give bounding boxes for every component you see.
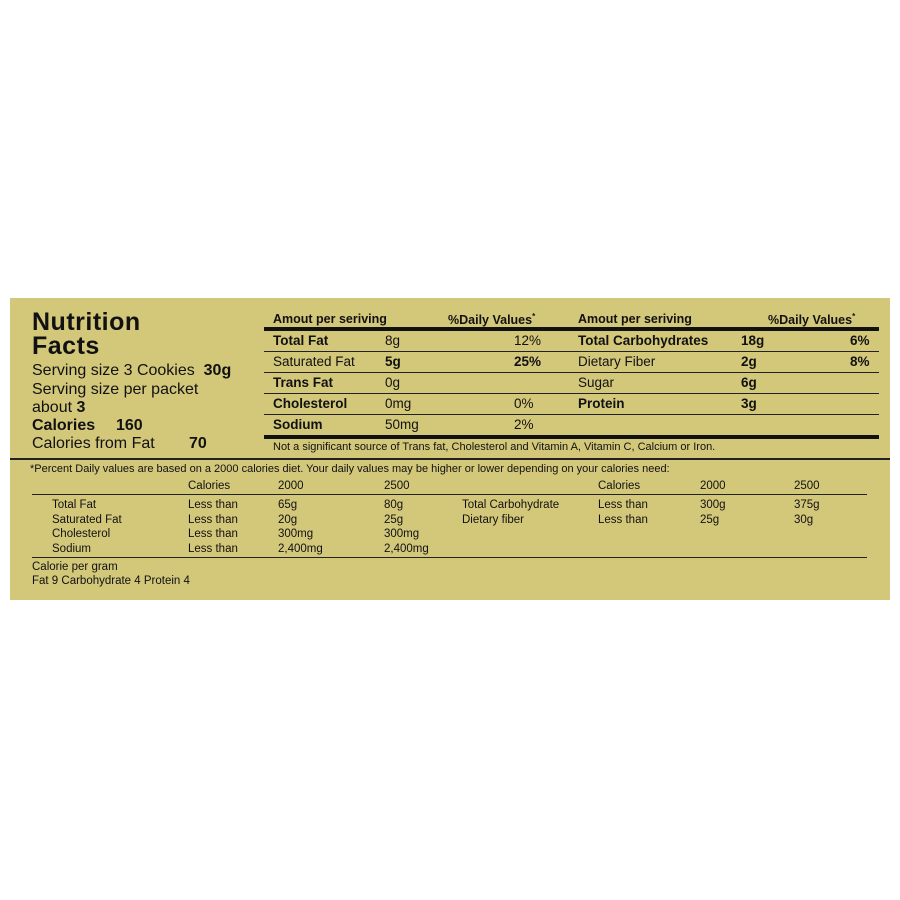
section-divider bbox=[10, 458, 890, 460]
servings-per-packet-line2: about 3 bbox=[32, 399, 86, 416]
calorie-per-gram: Calorie per gram bbox=[32, 561, 118, 573]
dv-divider bbox=[32, 494, 867, 495]
dv-cell: Less than bbox=[188, 499, 238, 511]
dv-cell: Less than bbox=[598, 514, 648, 526]
dv-row-label: Total Fat bbox=[52, 499, 97, 511]
dv-cell: 300mg bbox=[384, 528, 420, 540]
dv-cell: Less than bbox=[188, 528, 238, 540]
dv-cell: 80g bbox=[384, 499, 404, 511]
dv-cell: Less than bbox=[598, 499, 648, 511]
table-row: Cholesterol 0mg 0% Protein 3g bbox=[264, 394, 879, 415]
dv-cell: 300g bbox=[700, 499, 726, 511]
nutrition-label bbox=[10, 298, 890, 600]
dv-cell: 300mg bbox=[278, 528, 314, 540]
table-row: Total Fat 8g 12% Total Carbohydrates 18g 6% bbox=[264, 331, 879, 352]
serving-size: Serving size 3 Cookies 30g bbox=[32, 362, 232, 379]
label-title: Nutrition Facts bbox=[32, 308, 141, 360]
dv-header-2000-right: 2000 bbox=[700, 480, 726, 492]
dv-row-label: Saturated Fat bbox=[52, 514, 122, 526]
dv-header-2000: 2000 bbox=[278, 480, 304, 492]
calorie-breakdown: Fat 9 Carbohydrate 4 Protein 4 bbox=[32, 575, 190, 587]
dv-cell: 2,400mg bbox=[384, 543, 429, 555]
calories-from-fat: Calories from Fat 70 bbox=[32, 435, 207, 452]
daily-value-note: *Percent Daily values are based on a 2000 calories diet. Your daily values may be higher or lower depending on your calories need: bbox=[30, 463, 670, 475]
dv-cell: 20g bbox=[278, 514, 298, 526]
dv-header-2500: 2500 bbox=[384, 480, 410, 492]
nutrient-table bbox=[264, 311, 879, 439]
dv-row-label: Sodium bbox=[52, 543, 91, 555]
dv-row-label: Cholesterol bbox=[52, 528, 111, 540]
table-row: Sodium 50mg 2% bbox=[273, 417, 534, 432]
dv-cell: Less than bbox=[188, 543, 238, 555]
table-row: Trans Fat 0g Sugar 6g bbox=[264, 373, 879, 394]
dv-cell: Less than bbox=[188, 514, 238, 526]
calories: Calories 160 bbox=[32, 417, 143, 434]
dv-header-calories: Calories bbox=[188, 480, 231, 492]
dv-cell: 2,400mg bbox=[278, 543, 323, 555]
dv-cell: 30g bbox=[794, 514, 814, 526]
table-row: Saturated Fat 5g 25% Dietary Fiber 2g 8% bbox=[264, 352, 879, 373]
footnote: Not a significant source of Trans fat, Cholesterol and Vitamin A, Vitamin C, Calcium or Iron. bbox=[273, 441, 716, 453]
servings-per-packet-line1: Serving size per packet bbox=[32, 381, 199, 398]
dv-row-label: Dietary fiber bbox=[462, 514, 524, 526]
table-header: Amout per seriving %Daily Values* Amout per seriving %Daily Values* bbox=[273, 312, 856, 328]
dv-row-label: Total Carbohydrate bbox=[462, 499, 560, 511]
dv-divider bbox=[32, 557, 867, 558]
dv-header-2500-right: 2500 bbox=[794, 480, 820, 492]
dv-cell: 375g bbox=[794, 499, 820, 511]
dv-cell: 25g bbox=[700, 514, 720, 526]
dv-cell: 65g bbox=[278, 499, 298, 511]
dv-header-calories-right: Calories bbox=[598, 480, 641, 492]
dv-cell: 25g bbox=[384, 514, 404, 526]
